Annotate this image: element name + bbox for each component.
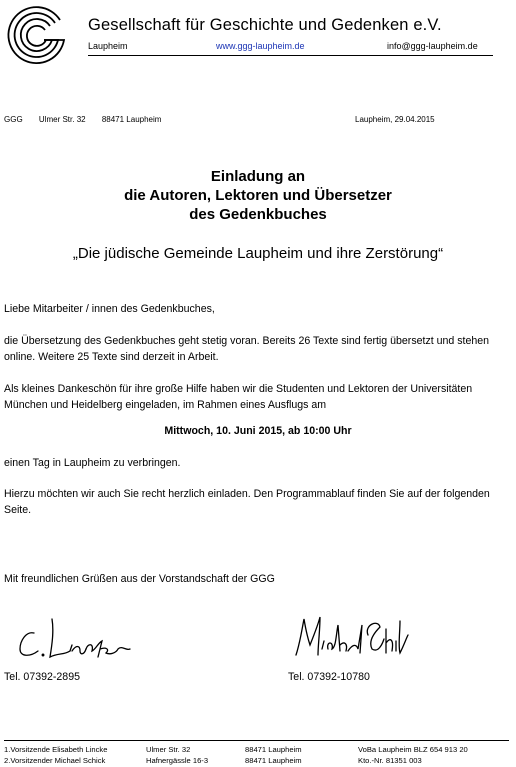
signature-lincke-image — [6, 605, 141, 667]
footer-chair-1: 1.Vorsitzende Elisabeth Lincke — [4, 745, 108, 754]
title-line-3: des Gedenkbuches — [189, 206, 327, 223]
phone-schick: Tel. 07392-10780 — [288, 671, 370, 683]
website-link[interactable]: www.ggg-laupheim.de — [216, 41, 305, 51]
footer-city-2: 88471 Laupheim — [245, 756, 302, 765]
footer-board-members — [4, 744, 107, 766]
footer-bank-name: VoBa Laupheim BLZ 654 913 20 — [358, 745, 468, 754]
ggg-logo-icon — [4, 4, 68, 68]
letter-date: Laupheim, 29.04.2015 — [355, 115, 435, 124]
title-line-1: Einladung an — [210, 168, 306, 185]
paragraph-day-in-laupheim: einen Tag in Laupheim zu verbringen. — [4, 457, 181, 469]
sender-abbr: GGG — [4, 115, 23, 124]
closing-greeting: Mit freundlichen Grüßen aus der Vorstandschaft der GGG — [4, 573, 275, 585]
header-divider — [88, 55, 493, 56]
footer-chair-2: 2.Vorsitzender Michael Schick — [4, 756, 106, 765]
event-date: Mittwoch, 10. Juni 2015, ab 10:00 Uhr — [164, 425, 352, 437]
footer-streets — [146, 744, 208, 766]
salutation: Liebe Mitarbeiter / innen des Gedenkbuches, — [4, 303, 215, 315]
organization-name: Gesellschaft für Geschichte und Gedenken e.V. — [88, 16, 442, 34]
phone-lincke: Tel. 07392-2895 — [4, 671, 80, 683]
invitation-title — [0, 167, 516, 224]
book-title: „Die jüdische Gemeinde Laupheim und ihre Zerstörung“ — [72, 245, 444, 262]
sender-street: Ulmer Str. 32 — [38, 115, 86, 124]
footer-divider — [4, 740, 509, 741]
paragraph-invitation-students: Als kleines Dankeschön für ihre große Hilfe haben wir die Studenten und Lektoren der Universitäten München und Heidelberg eingeladen, im Rahmen eines Ausflugs am — [4, 383, 473, 411]
organization-city: Laupheim — [88, 41, 128, 51]
footer-bank — [358, 744, 468, 766]
paragraph-translation-progress: die Übersetzung des Gedenkbuches geht stetig voran. Bereits 26 Texte sind fertig übersetzt und stehen online. Weitere 25 Texte sind derzeit in Arbeit. — [4, 335, 490, 363]
email-link[interactable]: info@ggg-laupheim.de — [387, 41, 478, 51]
paragraph-invitation: Hierzu möchten wir auch Sie recht herzlich einladen. Den Programmablauf finden Sie auf der folgenden Seite. — [4, 488, 490, 516]
footer-street-2: Hafnergässle 16-3 — [146, 756, 209, 765]
signature-schick-image — [288, 605, 413, 667]
footer-account: Kto.-Nr. 81351 003 — [358, 756, 422, 765]
footer-city-1: 88471 Laupheim — [245, 745, 302, 754]
sender-address — [4, 115, 175, 124]
footer-street-1: Ulmer Str. 32 — [146, 745, 191, 754]
title-line-2: die Autoren, Lektoren und Übersetzer — [124, 187, 392, 204]
sender-city: 88471 Laupheim — [101, 115, 162, 124]
footer-cities — [245, 744, 302, 766]
